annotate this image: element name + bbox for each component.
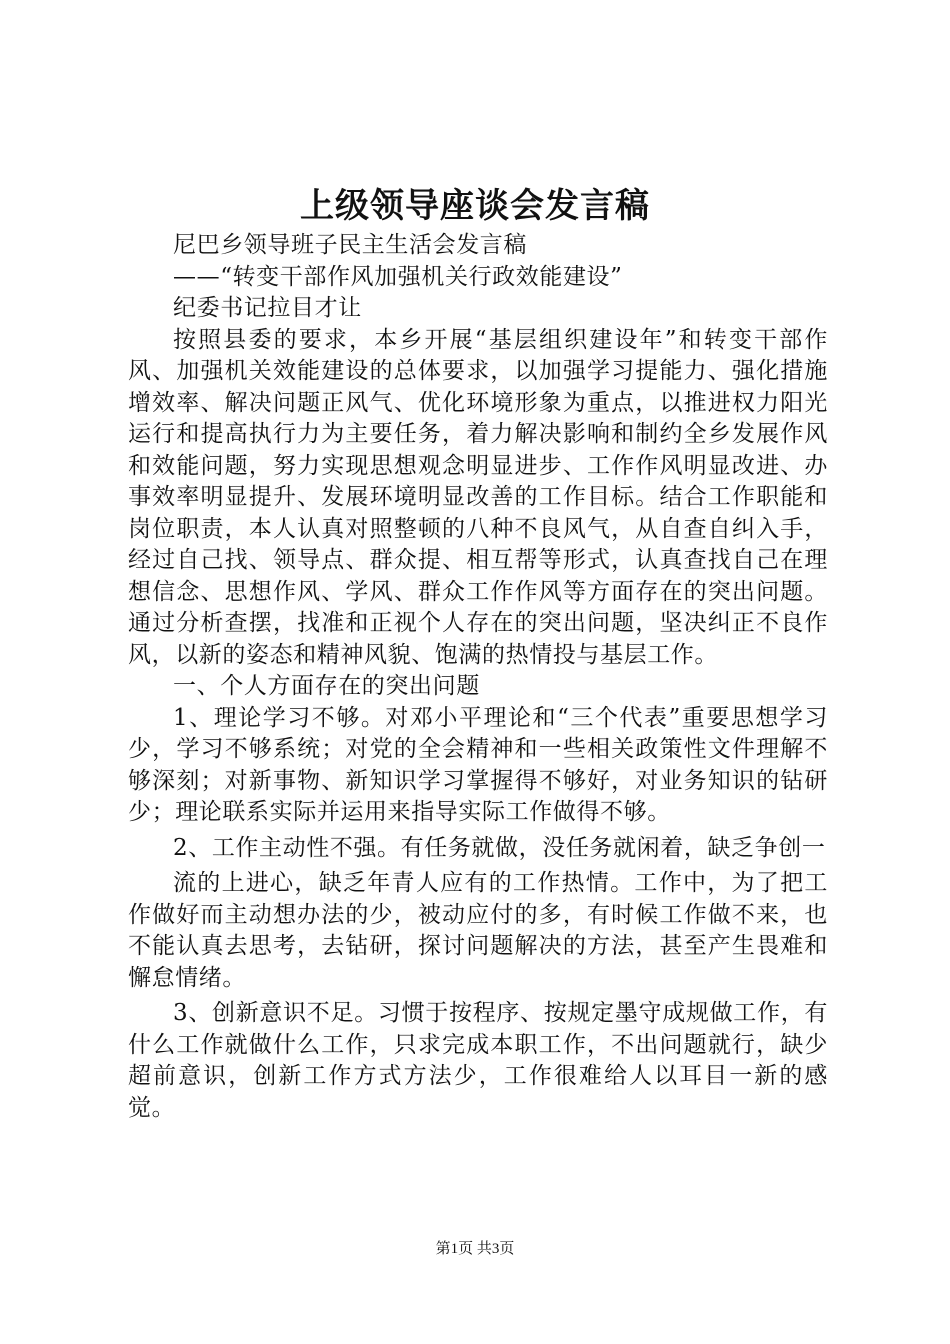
item-2-paragraph: 2、工作主动性不强。有任务就做，没任务就闲着，缺乏争创一 bbox=[173, 834, 826, 861]
document-title: 上级领导座谈会发言稿 bbox=[300, 186, 650, 226]
page-footer: 第1页 共3页 bbox=[435, 1241, 515, 1257]
author-line: 纪委书记拉目才让 bbox=[173, 295, 362, 321]
intro-paragraph: 按照县委的要求，本乡开展“基层组织建设年”和转变干部作风、加强机关效能建设的总体要求，以加强学习提能力、强化措施增效率、解决问题正风气、优化环境形象为重点，以推进权力阳光运行和提高执行力为主要任务，着力解决影响和制约全乡发展作风和效能问题，努力实现思想观念明显进步、工作作风明显改进、办事效率明显提升、发展环境明显改善的工作目标。结合工作职能和岗位职责，本人认真对照整顿的八种不良风气，从自查自纠入手，经过自己找、领导点、群众提、相互帮等形式，认真查找自己在理想信念、思想作风、学风、群众工作作风等方面存在的突出问题。通过分析查摆，找准和正视个人存在的突出问题，坚决纠正不良作风，以新的姿态和精神风貌、饱满的热情投与基层工作。 bbox=[128, 326, 828, 668]
item-1-paragraph: 1、理论学习不够。对邓小平理论和“三个代表”重要思想学习少，学习不够系统；对党的全会精神和一些相关政策性文件理解不够深刻；对新事物、新知识学习掌握得不够好，对业务知识的钻研少；理论联系实际并运用来指导实际工作做得不够。 bbox=[128, 704, 828, 825]
section-heading: 一、个人方面存在的突出问题 bbox=[173, 673, 480, 699]
subtitle-line: 尼巴乡领导班子民主生活会发言稿 bbox=[173, 232, 527, 258]
item-3-paragraph: 3、创新意识不足。习惯于按程序、按规定墨守成规做工作，有什么工作就做什么工作，只求完成本职工作，不出问题就行，缺少超前意识，创新工作方式方法少，工作很难给人以耳目一新的感觉。 bbox=[128, 1000, 828, 1121]
document-body bbox=[128, 230, 828, 1124]
item-2-continuation: 流的上进心，缺乏年青人应有的工作热情。工作中，为了把工作做好而主动想办法的少，被动应付的多，有时候工作做不来，也不能认真去思考，去钻研，探讨问题解决的方法，甚至产生畏难和懈怠情绪。 bbox=[128, 870, 828, 991]
theme-line: ——“转变干部作风加强机关行政效能建设” bbox=[173, 263, 623, 290]
